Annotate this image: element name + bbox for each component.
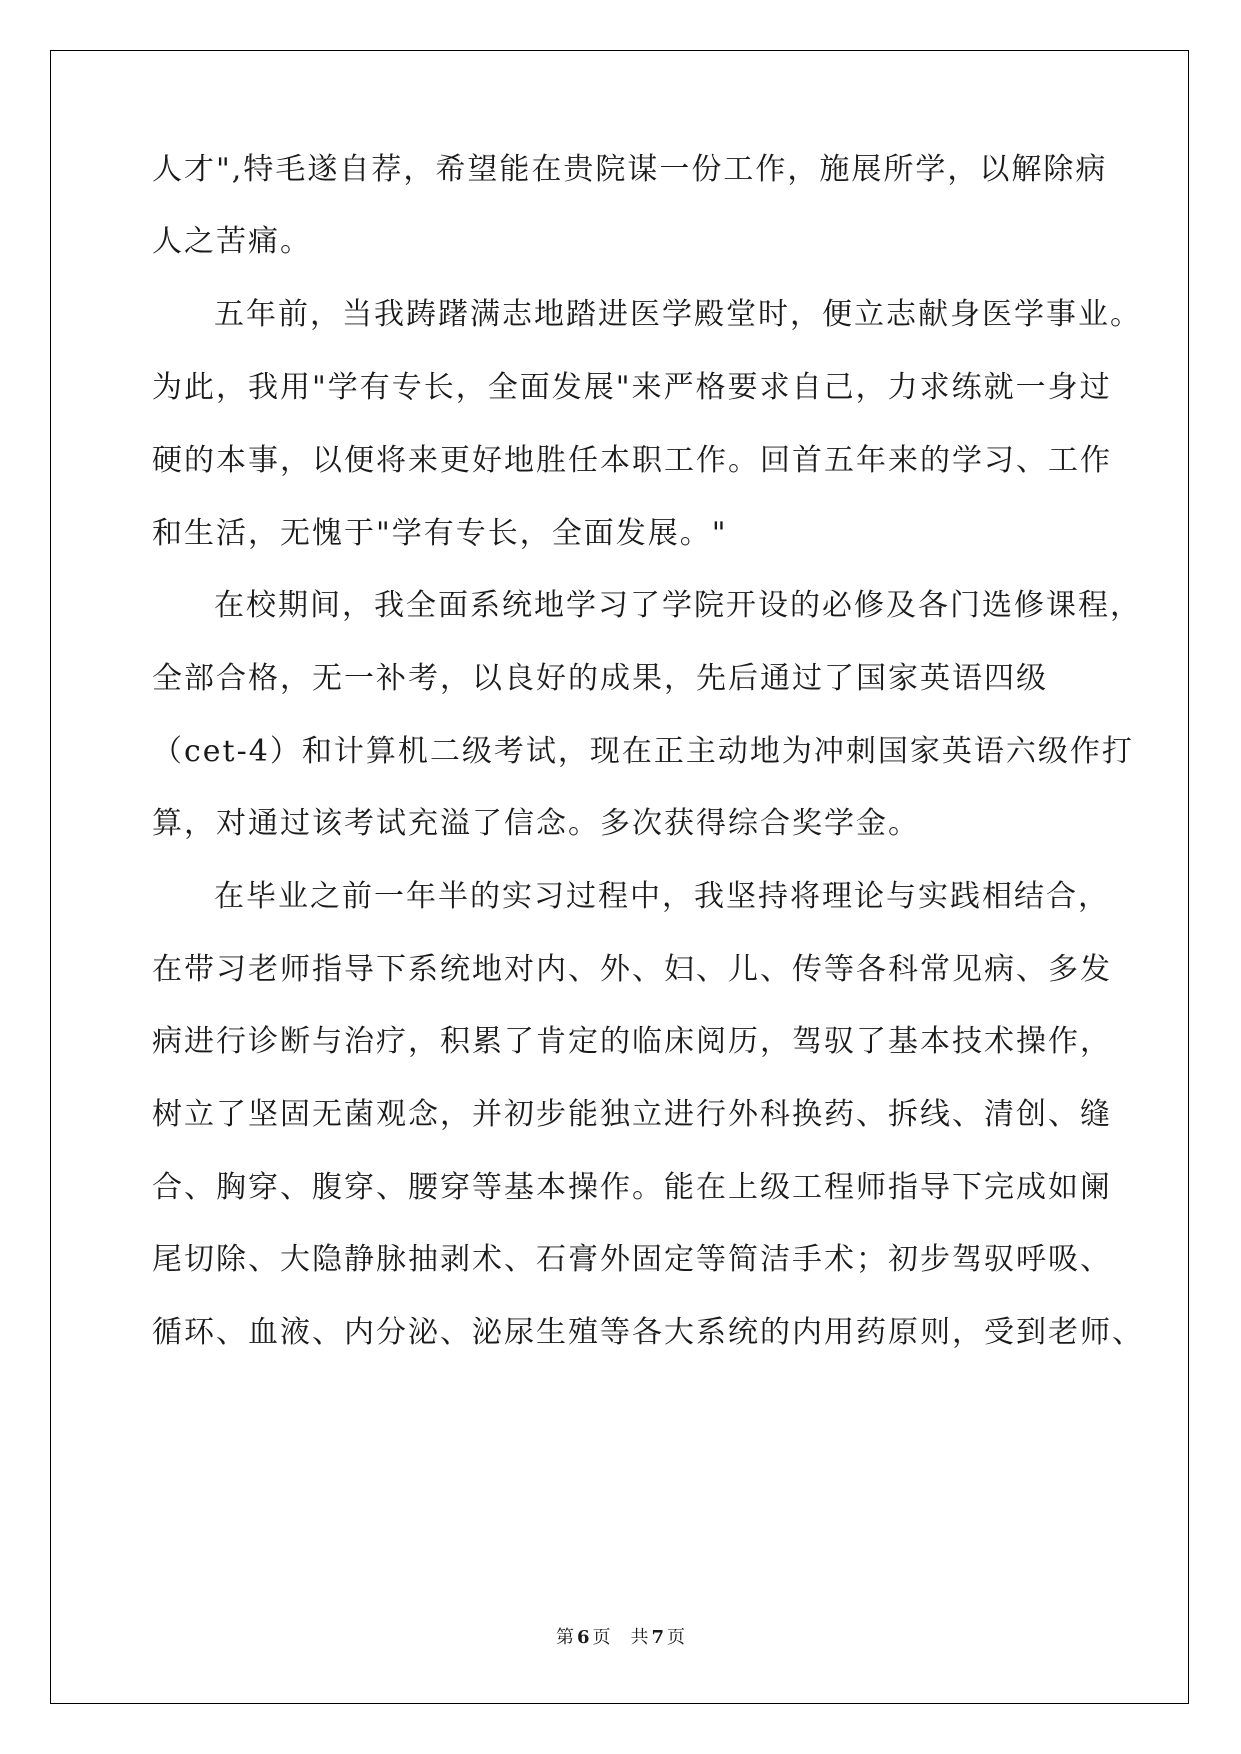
page-current: 6 [576,1627,590,1648]
text-line: 在带习老师指导下系统地对内、外、妇、儿、传等各科常见病、多发 [152,952,1112,987]
text-line: 合、胸穿、腹穿、腰穿等基本操作。能在上级工程师指导下完成如阑 [152,1170,1112,1205]
text-line: 尾切除、大隐静脉抽剥术、石膏外固定等简洁手术；初步驾驭呼吸、 [152,1242,1112,1277]
text-line: 病进行诊断与治疗，积累了肯定的临床阅历，驾驭了基本技术操作， [152,1024,1112,1059]
page-total: 7 [651,1627,665,1648]
text-line: 树立了坚固无菌观念，并初步能独立进行外科换药、拆线、清创、缝 [152,1097,1112,1132]
page-prefix: 第 [555,1627,574,1648]
text-line: （cet-4）和计算机二级考试，现在正主动地为冲刺国家英语六级作打 [152,734,1134,769]
page-suffix: 页 [592,1627,611,1648]
paragraph-start-line: 在毕业之前一年半的实习过程中，我坚持将理论与实践相结合， [214,879,1110,914]
page-footer [0,1626,1241,1650]
text-line: 人之苦痛。 [152,224,312,259]
text-line: 人才",特毛遂自荐，希望能在贵院谋一份工作，施展所学，以解除病 [152,152,1108,187]
text-line: 全部合格，无一补考，以良好的成果，先后通过了国家英语四级 [152,661,1048,696]
total-suffix: 页 [667,1627,686,1648]
text-line: 算，对通过该考试充溢了信念。多次获得综合奖学金。 [152,806,920,841]
text-line: 和生活，无愧于"学有专长，全面发展。" [152,516,728,551]
paragraph-start-line: 在校期间，我全面系统地学习了学院开设的必修及各门选修课程， [214,588,1142,623]
total-prefix: 共 [630,1627,649,1648]
text-line: 为此，我用"学有专长，全面发展"来严格要求自己，力求练就一身过 [152,370,1112,405]
paragraph-start-line: 五年前，当我踌躇满志地踏进医学殿堂时，便立志献身医学事业。 [214,297,1142,332]
text-line: 循环、血液、内分泌、泌尿生殖等各大系统的内用药原则，受到老师、 [152,1315,1144,1350]
text-line: 硬的本事，以便将来更好地胜任本职工作。回首五年来的学习、工作 [152,443,1112,478]
